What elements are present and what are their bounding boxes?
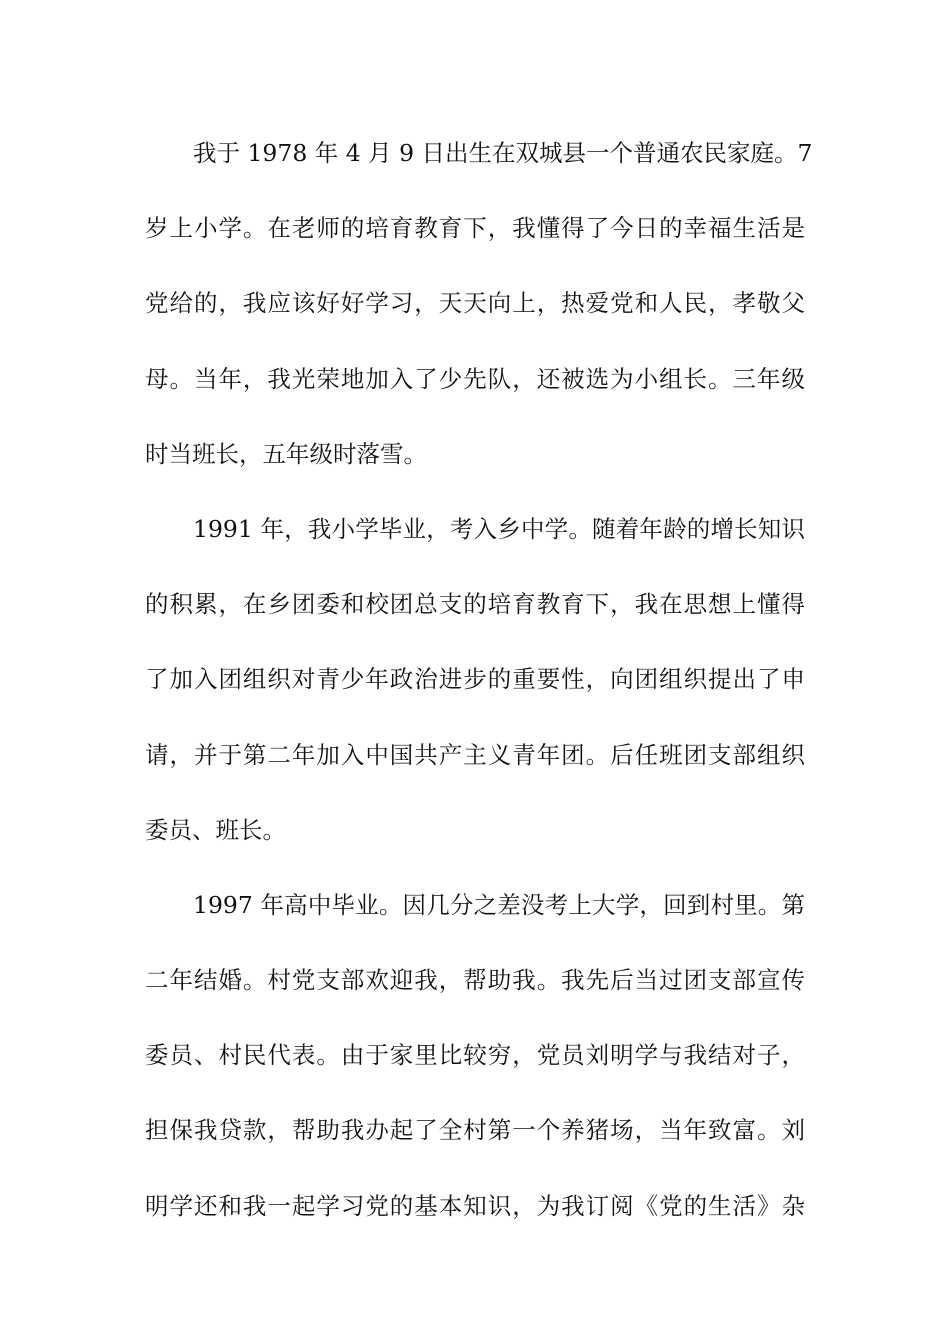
text-line: 担保我贷款，帮助我办起了全村第一个养猪场，当年致富。刘 [145,1116,805,1145]
text-line: 委员、班长。 [145,815,286,844]
text-line: 1997 年高中毕业。因几分之差没考上大学，回到村里。第 [193,890,805,919]
text-line: 母。当年，我光荣地加入了少先队，还被选为小组长。三年级 [145,364,805,393]
text-line: 岁上小学。在老师的培育教育下，我懂得了今日的幸福生活是 [145,214,805,243]
paragraph-2 [145,506,805,882]
paragraph-3 [145,882,805,1258]
text-line: 请，并于第二年加入中国共产主义青年团。后任班团支部组织 [145,740,805,769]
text-line: 委员、村民代表。由于家里比较穷，党员刘明学与我结对子， [145,1041,805,1070]
text-line: 党给的，我应该好好学习，天天向上，热爱党和人民，孝敬父 [145,289,805,318]
body-text [145,130,813,1258]
paragraph-1 [145,130,813,506]
text-line: 明学还和我一起学习党的基本知识，为我订阅《党的生活》杂 [145,1191,805,1220]
text-line: 时当班长，五年级时落雪。 [145,439,427,468]
text-line: 的积累，在乡团委和校团总支的培育教育下，我在思想上懂得 [145,590,805,619]
text-line: 1991 年，我小学毕业，考入乡中学。随着年龄的增长知识 [193,514,805,543]
text-line: 了加入团组织对青少年政治进步的重要性，向团组织提出了申 [145,665,805,694]
text-line: 我于 1978 年 4 月 9 日出生在双城县一个普通农民家庭。7 [193,139,813,167]
text-line: 二年结婚。村党支部欢迎我，帮助我。我先后当过团支部宣传 [145,966,805,995]
